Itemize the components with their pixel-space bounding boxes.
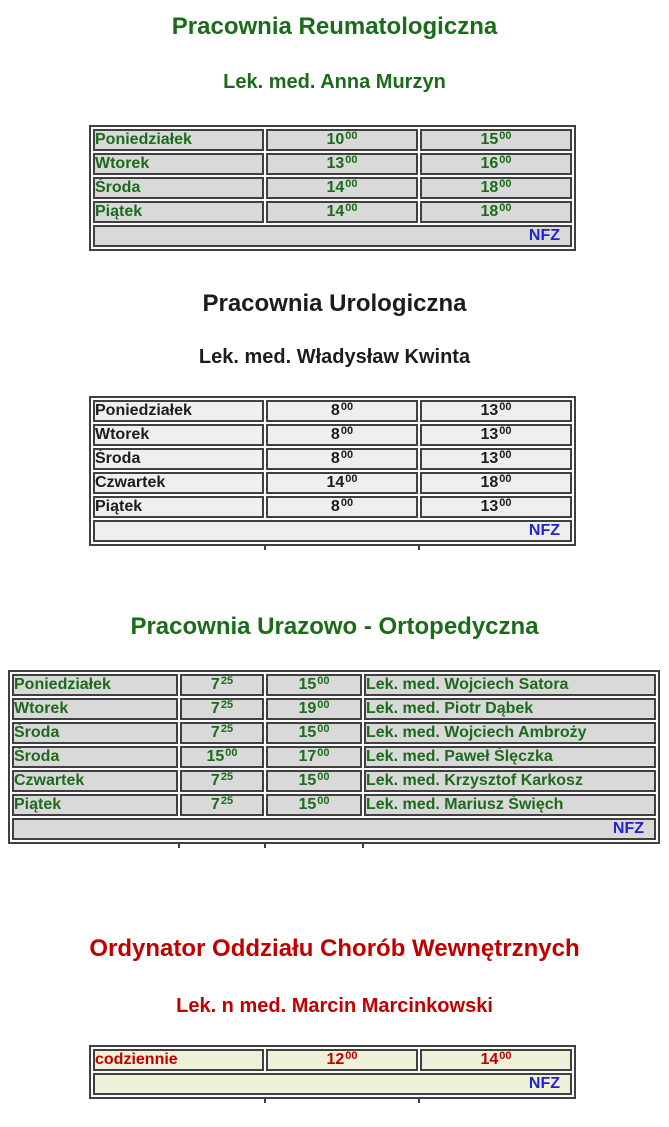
nfz-row	[93, 1073, 572, 1095]
time-hour: 8	[330, 450, 340, 467]
time-hour: 13	[480, 450, 499, 467]
clipped-row-edge	[89, 1099, 576, 1103]
time-minutes-sup: 00	[499, 497, 512, 509]
time-minutes-sup: 25	[220, 771, 234, 783]
start-time-cell	[180, 698, 264, 720]
section-title: Pracownia Reumatologiczna	[171, 13, 498, 40]
time-hour: 7	[210, 676, 220, 693]
section-title: Pracownia Urologiczna	[202, 290, 467, 317]
end-time-cell	[266, 794, 362, 816]
time-minutes-sup: 00	[499, 154, 512, 166]
start-time-cell	[266, 472, 418, 494]
time-minutes-sup: 00	[340, 425, 354, 437]
section-title: Pracownia Urazowo - Ortopedyczna	[130, 613, 539, 640]
day-cell: Poniedziałek	[12, 674, 178, 696]
day-cell: Wtorek	[93, 153, 264, 175]
nfz-label: NFZ	[93, 1073, 572, 1095]
schedule-table	[8, 670, 660, 844]
day-cell: Poniedziałek	[93, 129, 264, 151]
time-hour: 18	[480, 474, 499, 491]
start-time-cell	[266, 153, 418, 175]
column-divider-tick	[418, 546, 420, 550]
time-hour: 13	[480, 402, 499, 419]
start-time-cell	[180, 794, 264, 816]
table-row	[93, 177, 572, 199]
table-row	[12, 746, 656, 768]
column-divider-tick	[178, 844, 180, 848]
time-hour: 13	[480, 426, 499, 443]
start-time-cell	[266, 1049, 418, 1071]
day-cell: Środa	[93, 448, 264, 470]
time-hour: 12	[326, 1051, 345, 1068]
start-time-cell	[266, 400, 418, 422]
time-minutes-sup: 00	[499, 178, 512, 190]
end-time-cell	[420, 1049, 572, 1071]
table-row	[12, 698, 656, 720]
table-row	[93, 424, 572, 446]
day-cell: Środa	[12, 722, 178, 744]
nfz-row	[93, 225, 572, 247]
column-divider-tick	[362, 844, 364, 848]
start-time-cell	[266, 448, 418, 470]
time-minutes-sup: 00	[499, 1050, 512, 1062]
time-minutes-sup: 00	[340, 497, 354, 509]
time-hour: 15	[298, 676, 317, 693]
time-hour: 14	[480, 1051, 499, 1068]
table-row	[93, 472, 572, 494]
time-hour: 15	[298, 772, 317, 789]
time-hour: 8	[330, 426, 340, 443]
table-row	[93, 153, 572, 175]
doctor-subtitle: Lek. med. Władysław Kwinta	[198, 346, 471, 368]
time-hour: 8	[330, 498, 340, 515]
start-time-cell	[180, 746, 264, 768]
schedule-table	[89, 1045, 576, 1099]
nfz-label: NFZ	[12, 818, 656, 840]
doctor-cell: Lek. med. Mariusz Święch	[364, 794, 656, 816]
time-hour: 15	[206, 748, 225, 765]
end-time-cell	[420, 400, 572, 422]
doctor-cell: Lek. med. Krzysztof Karkosz	[364, 770, 656, 792]
time-minutes-sup: 00	[317, 771, 330, 783]
day-cell: Środa	[93, 177, 264, 199]
end-time-cell	[420, 153, 572, 175]
end-time-cell	[266, 770, 362, 792]
time-hour: 13	[326, 155, 345, 172]
time-hour: 13	[480, 498, 499, 515]
time-minutes-sup: 00	[317, 795, 330, 807]
time-minutes-sup: 00	[345, 178, 358, 190]
time-minutes-sup: 00	[345, 154, 358, 166]
start-time-cell	[266, 424, 418, 446]
table-row	[93, 129, 572, 151]
time-minutes-sup: 25	[220, 699, 234, 711]
time-minutes-sup: 00	[340, 401, 354, 413]
end-time-cell	[266, 746, 362, 768]
time-minutes-sup: 00	[317, 723, 330, 735]
end-time-cell	[420, 448, 572, 470]
time-hour: 16	[480, 155, 499, 172]
doctor-subtitle: Lek. med. Anna Murzyn	[223, 71, 446, 93]
day-cell: Czwartek	[12, 770, 178, 792]
time-minutes-sup: 25	[220, 675, 234, 687]
end-time-cell	[420, 472, 572, 494]
column-divider-tick	[264, 844, 266, 848]
time-minutes-sup: 00	[317, 675, 330, 687]
time-minutes-sup: 00	[340, 449, 354, 461]
start-time-cell	[180, 674, 264, 696]
nfz-row	[12, 818, 656, 840]
time-minutes-sup: 00	[499, 130, 512, 142]
schedule-table	[89, 396, 576, 546]
start-time-cell	[266, 201, 418, 223]
section-ordynator	[0, 934, 669, 1103]
day-cell: Piątek	[12, 794, 178, 816]
nfz-label: NFZ	[93, 225, 572, 247]
end-time-cell	[266, 674, 362, 696]
nfz-row	[93, 520, 572, 542]
column-divider-tick	[264, 546, 266, 550]
time-hour: 15	[480, 131, 499, 148]
time-minutes-sup: 00	[499, 202, 512, 214]
column-divider-tick	[264, 1099, 266, 1103]
time-minutes-sup: 25	[220, 723, 234, 735]
time-minutes-sup: 00	[499, 425, 512, 437]
time-minutes-sup: 25	[220, 795, 234, 807]
time-hour: 8	[330, 402, 340, 419]
start-time-cell	[266, 129, 418, 151]
end-time-cell	[266, 722, 362, 744]
time-minutes-sup: 00	[225, 747, 238, 759]
section-reumatologiczna	[0, 12, 669, 251]
time-minutes-sup: 00	[345, 1050, 358, 1062]
end-time-cell	[420, 129, 572, 151]
time-hour: 17	[298, 748, 317, 765]
day-cell: Piątek	[93, 201, 264, 223]
table-row	[12, 674, 656, 696]
clipped-row-edge	[8, 844, 660, 848]
schedule-table	[89, 125, 576, 251]
table-row	[93, 1049, 572, 1071]
start-time-cell	[266, 496, 418, 518]
time-hour: 15	[298, 796, 317, 813]
table-row	[12, 722, 656, 744]
doctor-cell: Lek. med. Wojciech Ambroży	[364, 722, 656, 744]
time-hour: 18	[480, 179, 499, 196]
time-hour: 15	[298, 724, 317, 741]
time-hour: 7	[210, 700, 220, 717]
section-title: Ordynator Oddziału Chorób Wewnętrznych	[89, 935, 580, 962]
day-cell: Środa	[12, 746, 178, 768]
table-row	[93, 448, 572, 470]
time-hour: 14	[326, 203, 345, 220]
time-hour: 19	[298, 700, 317, 717]
doctor-cell: Lek. med. Wojciech Satora	[364, 674, 656, 696]
time-minutes-sup: 00	[317, 699, 330, 711]
time-minutes-sup: 00	[499, 473, 512, 485]
column-divider-tick	[418, 1099, 420, 1103]
doctor-subtitle: Lek. n med. Marcin Marcinkowski	[176, 995, 493, 1017]
end-time-cell	[420, 496, 572, 518]
time-hour: 14	[326, 474, 345, 491]
end-time-cell	[420, 201, 572, 223]
end-time-cell	[420, 424, 572, 446]
table-row	[93, 201, 572, 223]
time-minutes-sup: 00	[345, 130, 358, 142]
section-urazowo-ortopedyczna	[0, 612, 669, 848]
section-urologiczna	[0, 289, 669, 550]
end-time-cell	[420, 177, 572, 199]
start-time-cell	[180, 770, 264, 792]
start-time-cell	[180, 722, 264, 744]
time-minutes-sup: 00	[345, 473, 358, 485]
start-time-cell	[266, 177, 418, 199]
day-cell: Poniedziałek	[93, 400, 264, 422]
time-hour: 10	[326, 131, 345, 148]
table-row	[93, 400, 572, 422]
day-cell: codziennie	[93, 1049, 264, 1071]
time-minutes-sup: 00	[499, 449, 512, 461]
time-hour: 7	[210, 724, 220, 741]
clipped-row-edge	[89, 546, 576, 550]
time-minutes-sup: 00	[345, 202, 358, 214]
nfz-label: NFZ	[93, 520, 572, 542]
end-time-cell	[266, 698, 362, 720]
day-cell: Czwartek	[93, 472, 264, 494]
time-hour: 14	[326, 179, 345, 196]
table-row	[12, 770, 656, 792]
time-hour: 7	[210, 796, 220, 813]
doctor-cell: Lek. med. Paweł Ślęczka	[364, 746, 656, 768]
day-cell: Wtorek	[93, 424, 264, 446]
time-minutes-sup: 00	[317, 747, 330, 759]
time-hour: 7	[210, 772, 220, 789]
time-hour: 18	[480, 203, 499, 220]
day-cell: Piątek	[93, 496, 264, 518]
day-cell: Wtorek	[12, 698, 178, 720]
table-row	[12, 794, 656, 816]
time-minutes-sup: 00	[499, 401, 512, 413]
table-row	[93, 496, 572, 518]
doctor-cell: Lek. med. Piotr Dąbek	[364, 698, 656, 720]
